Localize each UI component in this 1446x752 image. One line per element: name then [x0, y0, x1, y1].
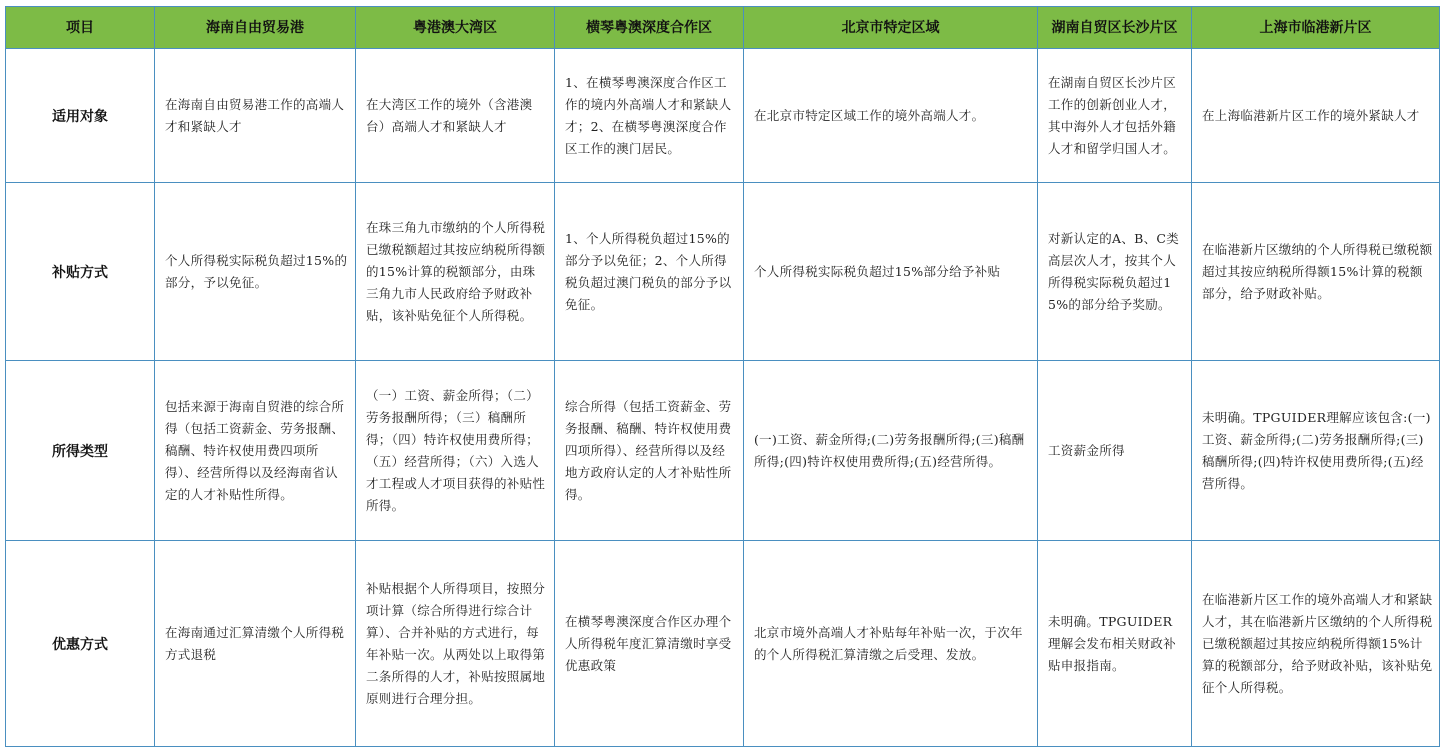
table-cell: 在临港新片区缴纳的个人所得税已缴税额超过其按应纳税所得额15%计算的税额部分，给予财政补贴。 — [1192, 183, 1440, 361]
row-label: 补贴方式 — [6, 183, 155, 361]
header-greater-bay-area: 粤港澳大湾区 — [356, 7, 555, 49]
table-cell: 在临港新片区工作的境外高端人才和紧缺人才，其在临港新片区缴纳的个人所得税已缴税额超过其按应纳税所得额15%计算的税额部分，给予财政补贴，该补贴免征个人所得税。 — [1192, 541, 1440, 747]
table-cell: 1、在横琴粤澳深度合作区工作的境内外高端人才和紧缺人才；2、在横琴粤澳深度合作区工作的澳门居民。 — [555, 49, 744, 183]
header-row — [6, 7, 1440, 49]
table-cell: 未明确。TPGUIDER理解应该包含:(一)工资、薪金所得;(二)劳务报酬所得;(三)稿酬所得;(四)特许权使用费所得;(五)经营所得。 — [1192, 361, 1440, 541]
table-row — [6, 541, 1440, 747]
table-cell: 包括来源于海南自贸港的综合所得（包括工资薪金、劳务报酬、稿酬、特许权使用费四项所得）、经营所得以及经海南省认定的人才补贴性所得。 — [155, 361, 356, 541]
table-cell: 在大湾区工作的境外（含港澳台）高端人才和紧缺人才 — [356, 49, 555, 183]
table-cell: 对新认定的A、B、C类高层次人才，按其个人所得税实际税负超过15%的部分给予奖励。 — [1038, 183, 1192, 361]
row-label: 所得类型 — [6, 361, 155, 541]
table-cell: 北京市境外高端人才补贴每年补贴一次，于次年的个人所得税汇算清缴之后受理、发放。 — [744, 541, 1038, 747]
table-cell: (一)工资、薪金所得;(二)劳务报酬所得;(三)稿酬所得;(四)特许权使用费所得;(五)经营所得。 — [744, 361, 1038, 541]
policy-comparison-table — [5, 6, 1440, 747]
table-cell: 在湖南自贸区长沙片区工作的创新创业人才，其中海外人才包括外籍人才和留学归国人才。 — [1038, 49, 1192, 183]
table-cell: （一）工资、薪金所得；（二）劳务报酬所得；（三）稿酬所得；（四）特许权使用费所得；（五）经营所得；（六）入选人才工程或人才项目获得的补贴性所得。 — [356, 361, 555, 541]
table-cell: 在横琴粤澳深度合作区办理个人所得税年度汇算清缴时享受优惠政策 — [555, 541, 744, 747]
table-cell: 工资薪金所得 — [1038, 361, 1192, 541]
table-cell: 未明确。TPGUIDER理解会发布相关财政补贴申报指南。 — [1038, 541, 1192, 747]
table-row — [6, 49, 1440, 183]
header-shanghai-lingang: 上海市临港新片区 — [1192, 7, 1440, 49]
header-hainan: 海南自由贸易港 — [155, 7, 356, 49]
row-label: 适用对象 — [6, 49, 155, 183]
table-cell: 个人所得税实际税负超过15%部分给予补贴 — [744, 183, 1038, 361]
table-cell: 在海南通过汇算清缴个人所得税方式退税 — [155, 541, 356, 747]
table-cell: 补贴根据个人所得项目，按照分项计算（综合所得进行综合计算）、合并补贴的方式进行，每年补贴一次。从两处以上取得第二条所得的人才，补贴按照属地原则进行合理分担。 — [356, 541, 555, 747]
row-label: 优惠方式 — [6, 541, 155, 747]
table-row — [6, 183, 1440, 361]
table-cell: 在上海临港新片区工作的境外紧缺人才 — [1192, 49, 1440, 183]
table-cell: 在珠三角九市缴纳的个人所得税已缴税额超过其按应纳税所得额的15%计算的税额部分，由珠三角九市人民政府给予财政补贴，该补贴免征个人所得税。 — [356, 183, 555, 361]
table-cell: 在北京市特定区域工作的境外高端人才。 — [744, 49, 1038, 183]
header-hengqin: 横琴粤澳深度合作区 — [555, 7, 744, 49]
header-item: 项目 — [6, 7, 155, 49]
table-cell: 1、个人所得税负超过15%的部分予以免征；2、个人所得税负超过澳门税负的部分予以免征。 — [555, 183, 744, 361]
table-cell: 综合所得（包括工资薪金、劳务报酬、稿酬、特许权使用费四项所得）、经营所得以及经地方政府认定的人才补贴性所得。 — [555, 361, 744, 541]
header-beijing: 北京市特定区域 — [744, 7, 1038, 49]
table-cell: 在海南自由贸易港工作的高端人才和紧缺人才 — [155, 49, 356, 183]
header-hunan-changsha: 湖南自贸区长沙片区 — [1038, 7, 1192, 49]
table-row — [6, 361, 1440, 541]
table-cell: 个人所得税实际税负超过15%的部分，予以免征。 — [155, 183, 356, 361]
